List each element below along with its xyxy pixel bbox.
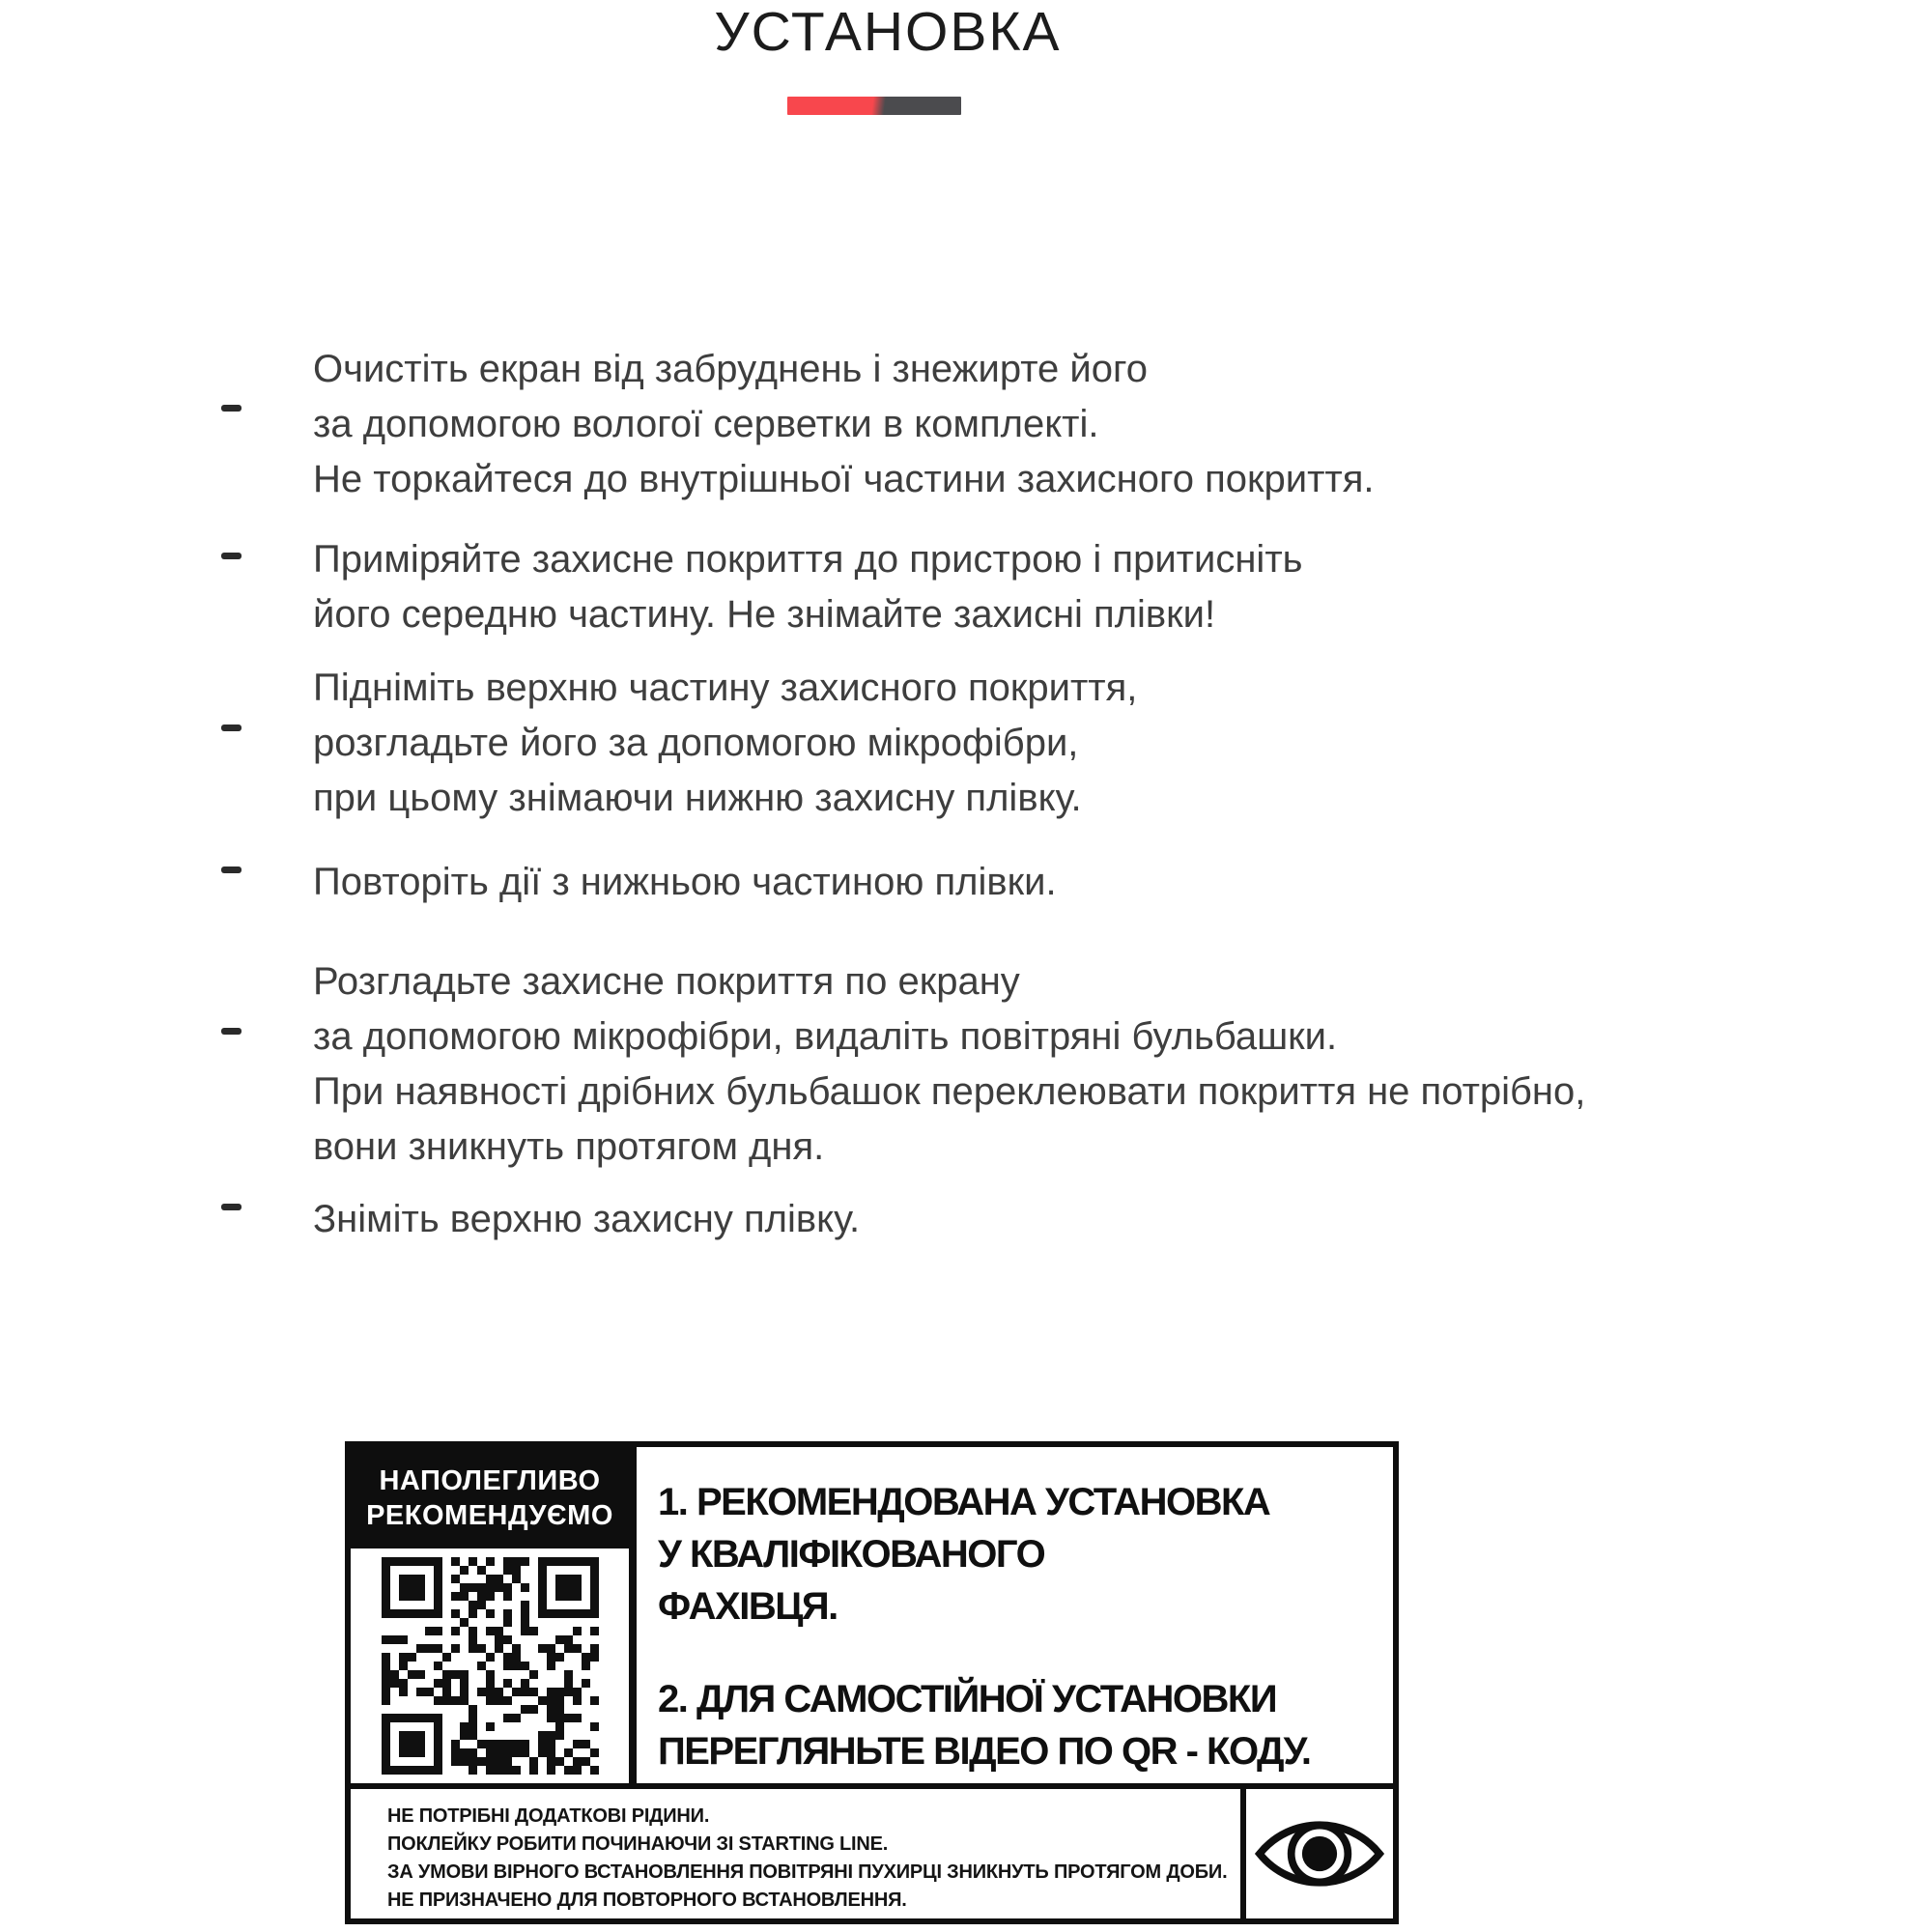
recommendation-header: [351, 1447, 629, 1548]
dash-bullet-icon: [221, 1028, 242, 1035]
dash-bullet-icon: [221, 553, 242, 559]
recommendation-point-line: ПЕРЕГЛЯНЬТЕ ВІДЕО ПО QR - КОДУ.: [658, 1730, 1311, 1773]
instruction-text: [313, 661, 1804, 826]
instruction-text: [313, 954, 1804, 1175]
instruction-line: за допомогою вологої серветки в комплекті.: [313, 403, 1099, 445]
box-vertical-divider: [629, 1447, 637, 1789]
footnote-list: [351, 1789, 1240, 1918]
recommendation-point-line: 1. РЕКОМЕНДОВАНА УСТАНОВКА: [658, 1481, 1270, 1523]
instruction-line: Очистіть екран від забруднень і знежирте його: [313, 348, 1148, 390]
instruction-item: [219, 855, 1804, 910]
recommendation-header-line2: РЕКОМЕНДУЄМО: [366, 1499, 613, 1531]
recommendation-point-1: [658, 1476, 1393, 1633]
instruction-text: [313, 532, 1804, 642]
recommendation-points: [637, 1447, 1393, 1783]
footnote-strip: [351, 1783, 1393, 1918]
footnote-line: ПОКЛЕЙКУ РОБИТИ ПОЧИНАЮЧИ ЗІ STARTING LINE.: [387, 1833, 889, 1855]
instruction-item: [219, 1192, 1804, 1247]
instruction-line: при цьому знімаючи нижню захисну плівку.: [313, 777, 1082, 819]
instruction-line: При наявності дрібних бульбашок переклеювати покриття не потрібно,: [313, 1070, 1586, 1113]
eye-icon: [1246, 1789, 1393, 1918]
instruction-text: [313, 1192, 1804, 1247]
instruction-text: [313, 342, 1804, 507]
instruction-line: за допомогою мікрофібри, видаліть повітряні бульбашки.: [313, 1015, 1338, 1058]
footnote-line: НЕ ПОТРІБНІ ДОДАТКОВІ РІДИНИ.: [387, 1805, 710, 1827]
instruction-line: вони зникнуть протягом дня.: [313, 1125, 825, 1168]
instruction-line: Розгладьте захисне покриття по екрану: [313, 960, 1020, 1003]
instruction-text: [313, 855, 1804, 910]
instruction-line: Повторіть дії з нижньою частиною плівки.: [313, 861, 1057, 903]
recommendation-point-2: [658, 1673, 1393, 1777]
instruction-list: [219, 342, 1804, 1272]
instruction-item: [219, 532, 1804, 642]
instruction-line: Зніміть верхню захисну плівку.: [313, 1198, 861, 1240]
recommendation-point-line: ФАХІВЦЯ.: [658, 1585, 838, 1628]
instruction-line: його середню частину. Не знімайте захисні плівки!: [313, 593, 1216, 636]
instruction-line: Не торкайтеся до внутрішньої частини захисного покриття.: [313, 458, 1375, 500]
footnote-line: НЕ ПРИЗНАЧЕНО ДЛЯ ПОВТОРНОГО ВСТАНОВЛЕННЯ.: [387, 1889, 907, 1911]
instruction-line: розгладьте його за допомогою мікрофібри,: [313, 722, 1079, 764]
recommendation-point-line: У КВАЛІФІКОВАНОГО: [658, 1533, 1045, 1576]
recommendation-point-line: 2. ДЛЯ САМОСТІЙНОЇ УСТАНОВКИ: [658, 1678, 1277, 1720]
footnote-line: ЗА УМОВИ ВІРНОГО ВСТАНОВЛЕННЯ ПОВІТРЯНІ ПУХИРЦІ ЗНИКНУТЬ ПРОТЯГОМ ДОБИ.: [387, 1861, 1228, 1883]
dash-bullet-icon: [221, 724, 242, 731]
instruction-item: [219, 342, 1804, 507]
title-accent-bar-icon: [787, 97, 961, 115]
instruction-line: Підніміть верхню частину захисного покриття,: [313, 667, 1138, 709]
dash-bullet-icon: [221, 405, 242, 412]
recommendation-box: [345, 1441, 1399, 1924]
instruction-item: [219, 954, 1804, 1175]
dash-bullet-icon: [221, 1204, 242, 1210]
instruction-line: Приміряйте захисне покриття до пристрою і притисніть: [313, 538, 1303, 581]
instruction-item: [219, 661, 1804, 826]
dash-bullet-icon: [221, 867, 242, 873]
recommendation-header-line1: НАПОЛЕГЛИВО: [379, 1464, 601, 1496]
qr-code-icon: [351, 1548, 629, 1783]
page-title: УСТАНОВКА: [714, 1, 1062, 63]
